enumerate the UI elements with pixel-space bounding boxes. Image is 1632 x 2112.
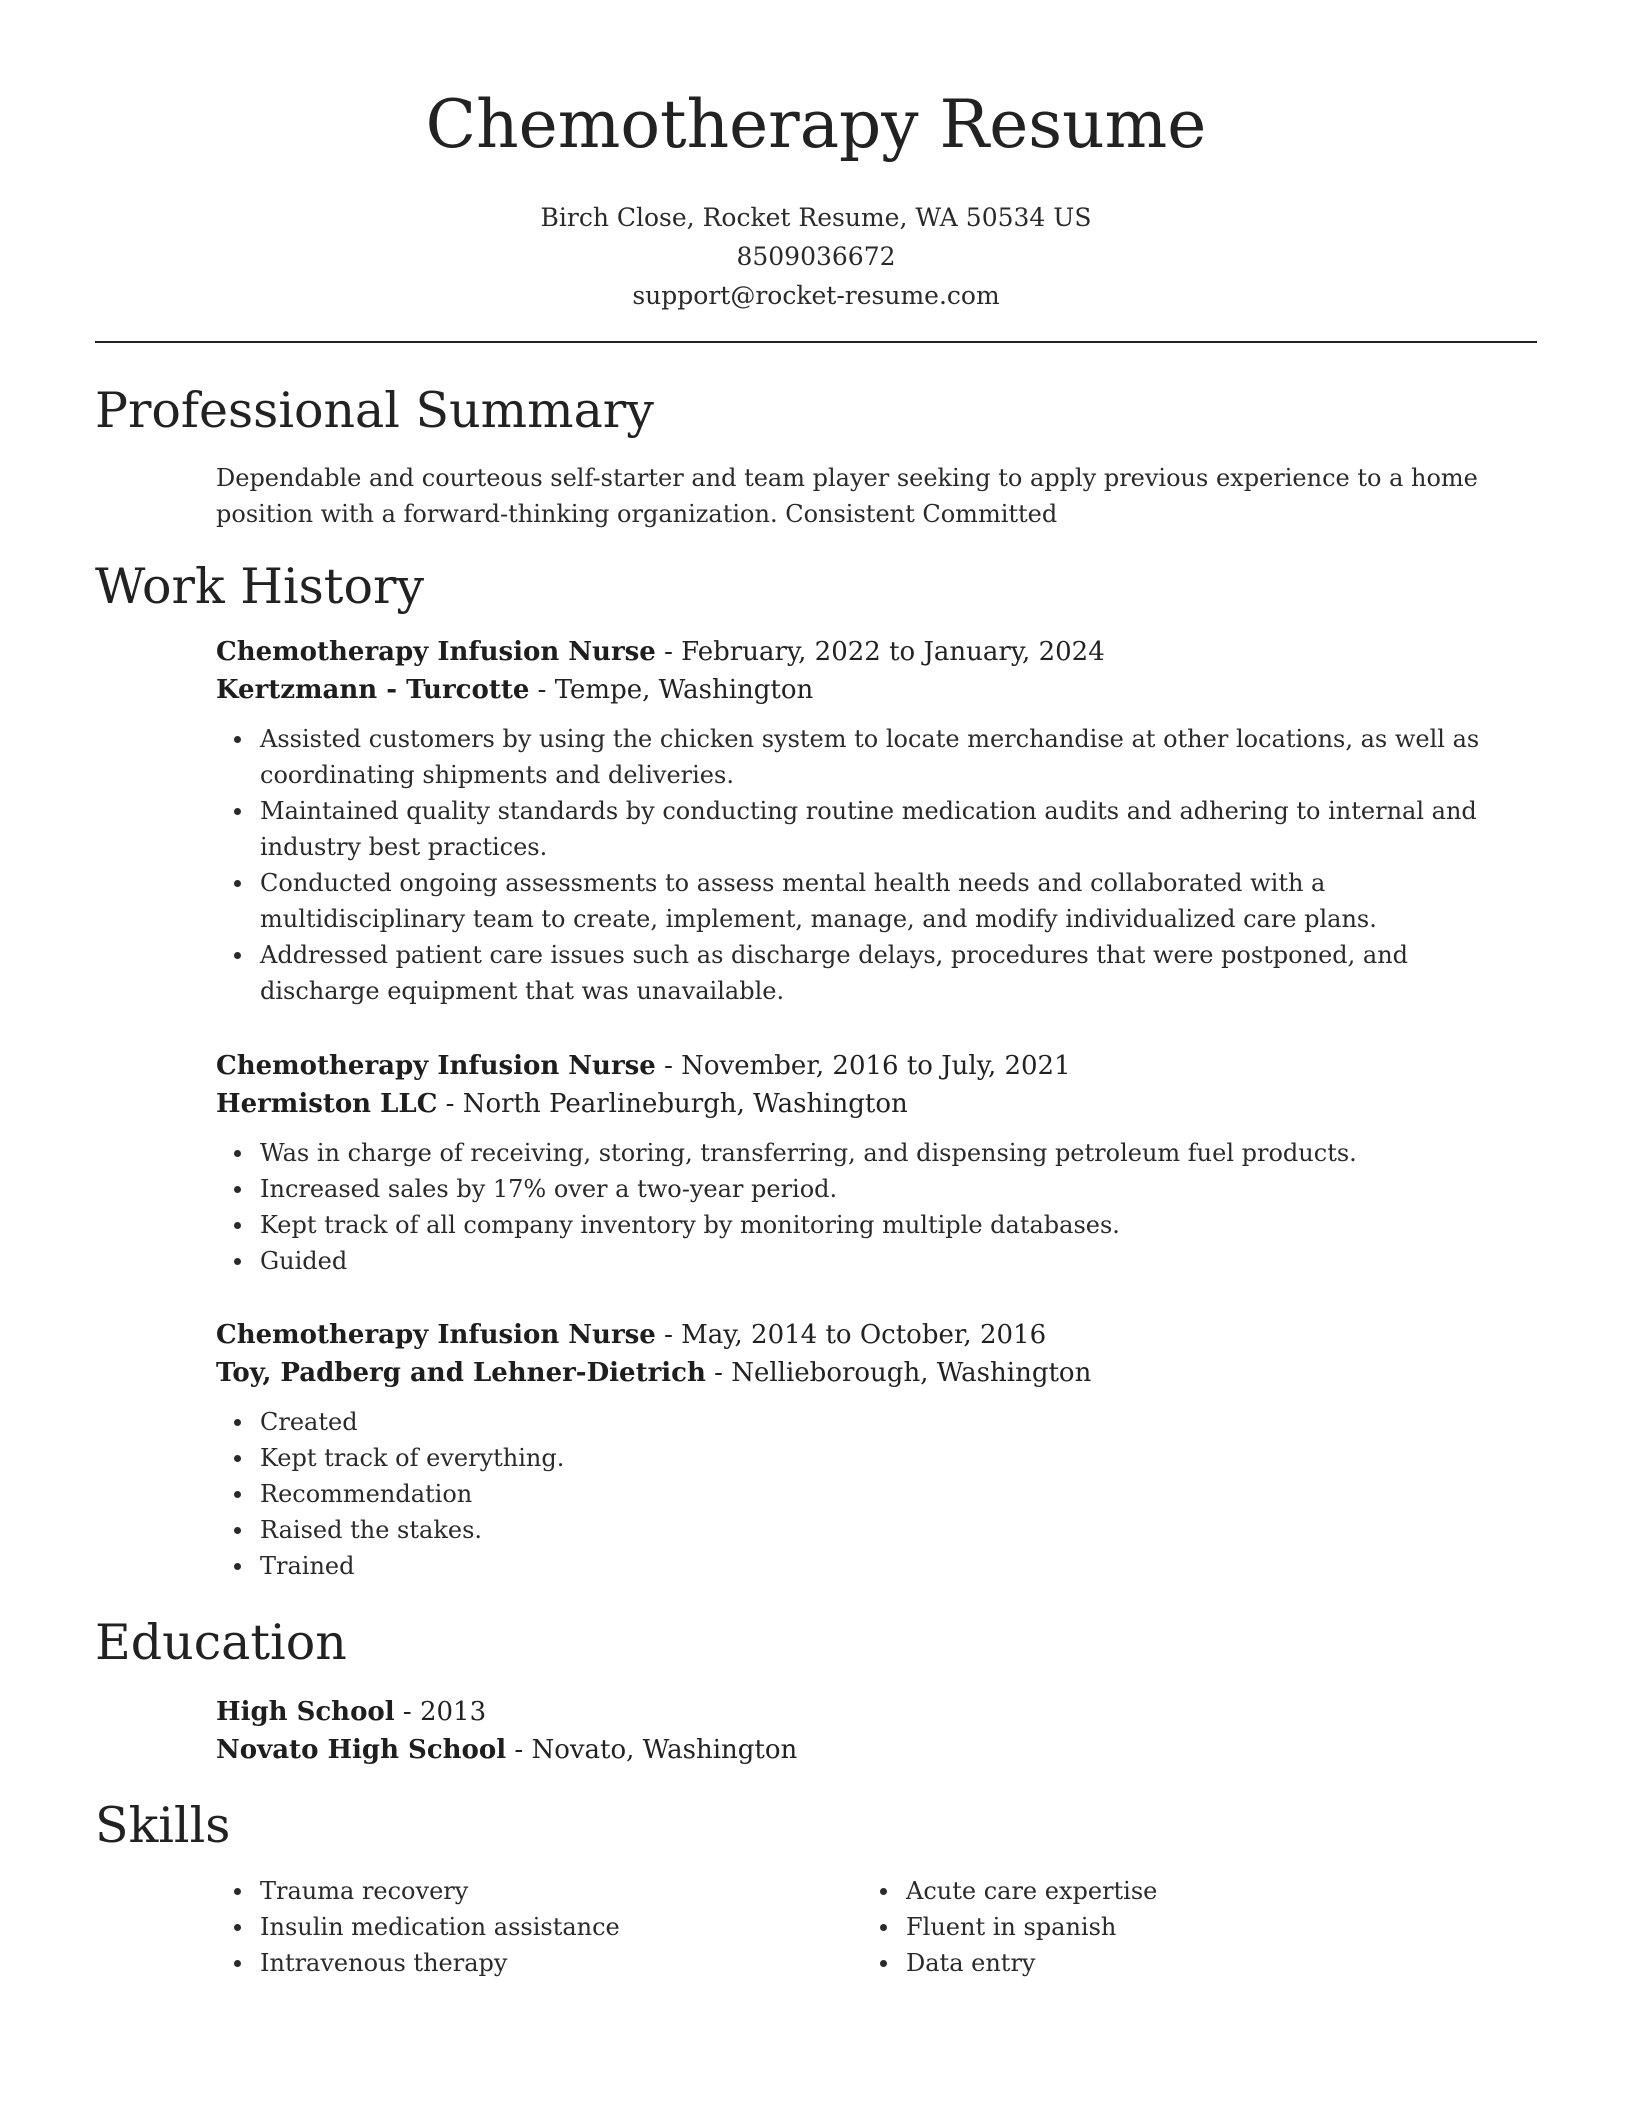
job-bullet: Kept track of all company inventory by monitoring multiple databases. [260, 1207, 1516, 1243]
job-title-line [216, 1047, 1516, 1085]
skills-column-right [862, 1873, 1157, 1981]
job-location: - Nellieborough, Washington [705, 1358, 1092, 1388]
job-company: Toy, Padberg and Lehner-Dietrich [216, 1358, 706, 1388]
section-title-work-history: Work History [95, 558, 425, 615]
job-title-line [216, 1316, 1516, 1354]
skill-item: Acute care expertise [906, 1873, 1157, 1909]
job-bullet: Trained [260, 1548, 1516, 1584]
education-school-line [216, 1731, 1516, 1769]
job-company-line [216, 671, 1516, 709]
job-bullet: Increased sales by 17% over a two-year period. [260, 1171, 1516, 1207]
skills-block [216, 1873, 1516, 1993]
job-bullets [216, 1404, 1516, 1584]
job-dates: - May, 2014 to October, 2016 [655, 1320, 1047, 1350]
job-company: Kertzmann - Turcotte [216, 675, 530, 705]
job-role: Chemotherapy Infusion Nurse [216, 637, 656, 667]
job-bullet: Raised the stakes. [260, 1512, 1516, 1548]
education-degree: High School [216, 1697, 395, 1727]
job-company-line [216, 1085, 1516, 1123]
section-title-education: Education [95, 1614, 347, 1671]
job-dates: - November, 2016 to July, 2021 [655, 1051, 1071, 1081]
skills-column-left [216, 1873, 620, 1981]
job-bullet: Addressed patient care issues such as discharge delays, procedures that were postponed, and discharge equipment that was unavailable. [260, 937, 1516, 1009]
job-bullet: Conducted ongoing assessments to assess mental health needs and collaborated with a multidisciplinary team to create, implement, manage, and modify individualized care plans. [260, 865, 1516, 937]
job-role: Chemotherapy Infusion Nurse [216, 1051, 656, 1081]
skill-item: Intravenous therapy [260, 1945, 620, 1981]
section-title-skills: Skills [95, 1797, 231, 1854]
job-company-line [216, 1354, 1516, 1392]
job-bullets [216, 721, 1516, 1009]
contact-phone: 8509036672 [736, 242, 896, 271]
skill-item: Data entry [906, 1945, 1157, 1981]
header-divider [95, 341, 1537, 343]
job-bullet: Was in charge of receiving, storing, transferring, and dispensing petroleum fuel products. [260, 1135, 1516, 1171]
job-location: - North Pearlineburgh, Washington [437, 1089, 908, 1119]
job-bullet: Guided [260, 1243, 1516, 1279]
summary-text: Dependable and courteous self-starter and team player seeking to apply previous experience to a home position with a forward-thinking organization. Consistent Committed [216, 464, 1478, 528]
job-title-line [216, 633, 1516, 671]
education-location: - Novato, Washington [506, 1735, 798, 1765]
job-bullets [216, 1135, 1516, 1279]
section-title-summary: Professional Summary [95, 382, 654, 439]
job-location: - Tempe, Washington [529, 675, 814, 705]
job-bullet: Assisted customers by using the chicken system to locate merchandise at other locations, as well as coordinating shipments and deliveries. [260, 721, 1516, 793]
job-company: Hermiston LLC [216, 1089, 438, 1119]
job-bullet: Created [260, 1404, 1516, 1440]
job-bullet: Kept track of everything. [260, 1440, 1516, 1476]
summary-block [216, 460, 1516, 532]
job-bullet: Recommendation [260, 1476, 1516, 1512]
skill-item: Fluent in spanish [906, 1909, 1157, 1945]
education-entry [216, 1693, 1516, 1769]
job-entry [216, 1316, 1516, 1584]
skills-list-right [862, 1873, 1157, 1981]
job-entry [216, 1047, 1516, 1279]
education-school: Novato High School [216, 1735, 507, 1765]
contact-address: Birch Close, Rocket Resume, WA 50534 US [540, 203, 1092, 232]
contact-email: support@rocket-resume.com [632, 281, 1000, 310]
skill-item: Insulin medication assistance [260, 1909, 620, 1945]
job-role: Chemotherapy Infusion Nurse [216, 1320, 656, 1350]
job-entry [216, 633, 1516, 1009]
education-year: - 2013 [394, 1697, 487, 1727]
job-bullet: Maintained quality standards by conducting routine medication audits and adhering to internal and industry best practices. [260, 793, 1516, 865]
resume-header [95, 80, 1537, 315]
job-dates: - February, 2022 to January, 2024 [655, 637, 1105, 667]
education-degree-line [216, 1693, 1516, 1731]
skills-list-left [216, 1873, 620, 1981]
resume-name: Chemotherapy Resume [425, 86, 1207, 163]
skill-item: Trauma recovery [260, 1873, 620, 1909]
